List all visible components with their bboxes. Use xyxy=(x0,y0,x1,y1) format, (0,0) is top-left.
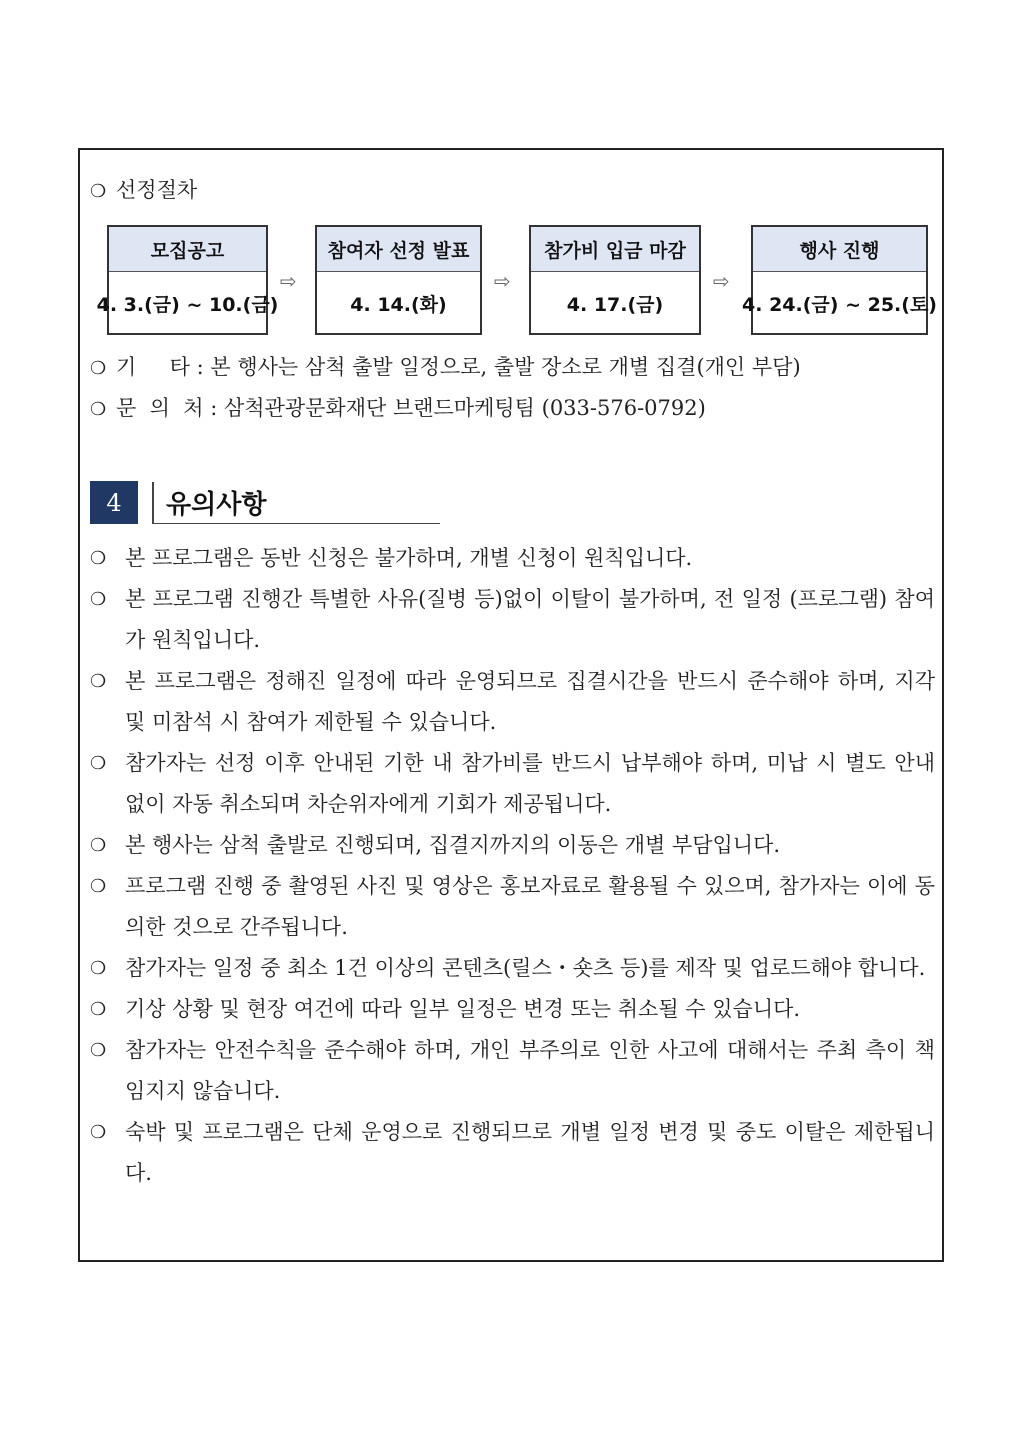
step-date: 4. 14.(화) xyxy=(350,293,447,316)
step-event xyxy=(742,225,937,335)
note-text: 본 프로그램은 정해진 일정에 따라 운영되므로 집결시간을 반드시 준수해야 하며, 지각 및 미참석 시 참여가 제한될 수 있습니다. xyxy=(125,669,935,734)
arrow-right-icon: ⇨ xyxy=(280,269,297,293)
bullet-icon: ❍ xyxy=(90,181,107,202)
note-text: 참가자는 선정 이후 안내된 기한 내 참가비를 반드시 납부해야 하며, 미납 시 별도 안내 없이 자동 취소되며 차순위자에게 기회가 제공됩니다. xyxy=(125,751,935,816)
step-label: 참여자 선정 발표 xyxy=(317,227,480,272)
list-item xyxy=(90,1112,935,1194)
bullet-icon: ❍ xyxy=(90,589,107,610)
bullet-icon: ❍ xyxy=(90,1122,107,1143)
procedure-title: 선정절차 xyxy=(116,178,198,202)
note-text: 참가자는 일정 중 최소 1건 이상의 콘텐츠(릴스・숏츠 등)를 제작 및 업로드해야 합니다. xyxy=(125,956,926,980)
section-title: 유의사항 xyxy=(166,490,267,520)
step-payment xyxy=(529,225,701,335)
step-recruit xyxy=(96,225,279,335)
bullet-icon: ❍ xyxy=(90,548,107,569)
step-label: 모집공고 xyxy=(109,227,266,272)
list-item xyxy=(90,866,935,948)
info-other xyxy=(90,352,801,384)
note-text: 본 행사는 삼척 출발로 진행되며, 집결지까지의 이동은 개별 부담입니다. xyxy=(125,833,781,857)
procedure-heading xyxy=(90,175,197,207)
list-item xyxy=(90,743,935,825)
section-divider xyxy=(152,482,154,524)
step-date: 4. 3.(금) ~ 10.(금) xyxy=(96,293,279,316)
arrow-right-icon: ⇨ xyxy=(494,269,511,293)
note-text: 참가자는 안전수칙을 준수해야 하며, 개인 부주의로 인한 사고에 대해서는 주최 측이 책임지지 않습니다. xyxy=(125,1038,935,1103)
section-number: 4 xyxy=(90,481,138,524)
list-item xyxy=(90,948,935,989)
note-text: 본 프로그램은 동반 신청은 불가하며, 개별 신청이 원칙입니다. xyxy=(125,546,693,570)
bullet-icon: ❍ xyxy=(90,358,107,379)
list-item xyxy=(90,661,935,743)
step-date: 4. 24.(금) ~ 25.(토) xyxy=(742,293,937,316)
bullet-icon: ❍ xyxy=(90,399,107,420)
arrow-right-icon: ⇨ xyxy=(713,269,730,293)
list-item xyxy=(90,1030,935,1112)
step-date: 4. 17.(금) xyxy=(566,293,664,316)
bullet-icon: ❍ xyxy=(90,876,107,897)
bullet-icon: ❍ xyxy=(90,1040,107,1061)
note-text: 기상 상황 및 현장 여건에 따라 일부 일정은 변경 또는 취소될 수 있습니다. xyxy=(125,997,801,1021)
list-item xyxy=(90,989,935,1030)
bullet-icon: ❍ xyxy=(90,753,107,774)
step-announce xyxy=(315,225,482,335)
step-label: 참가비 입금 마감 xyxy=(531,227,699,272)
bullet-icon: ❍ xyxy=(90,958,107,979)
list-item xyxy=(90,538,935,579)
notes-list xyxy=(90,538,935,1194)
step-label: 행사 진행 xyxy=(753,227,926,272)
list-item xyxy=(90,825,935,866)
note-text: 프로그램 진행 중 촬영된 사진 및 영상은 홍보자료로 활용될 수 있으며, 참가자는 이에 동의한 것으로 간주됩니다. xyxy=(125,874,935,939)
section-underline xyxy=(152,523,440,524)
bullet-icon: ❍ xyxy=(90,835,107,856)
info-contact xyxy=(90,393,706,425)
list-item xyxy=(90,579,935,661)
info-contact-text: 문 의 처 : 삼척관광문화재단 브랜드마케팅팀 (033-576-0792) xyxy=(116,396,706,420)
note-text: 본 프로그램 진행간 특별한 사유(질병 등)없이 이탈이 불가하며, 전 일정 (프로그램) 참여가 원칙입니다. xyxy=(125,587,935,652)
bullet-icon: ❍ xyxy=(90,671,107,692)
info-other-text: 기 타 : 본 행사는 삼척 출발 일정으로, 출발 장소로 개별 집결(개인 부담) xyxy=(116,355,801,379)
bullet-icon: ❍ xyxy=(90,999,107,1020)
note-text: 숙박 및 프로그램은 단체 운영으로 진행되므로 개별 일정 변경 및 중도 이탈은 제한됩니다. xyxy=(125,1120,935,1185)
